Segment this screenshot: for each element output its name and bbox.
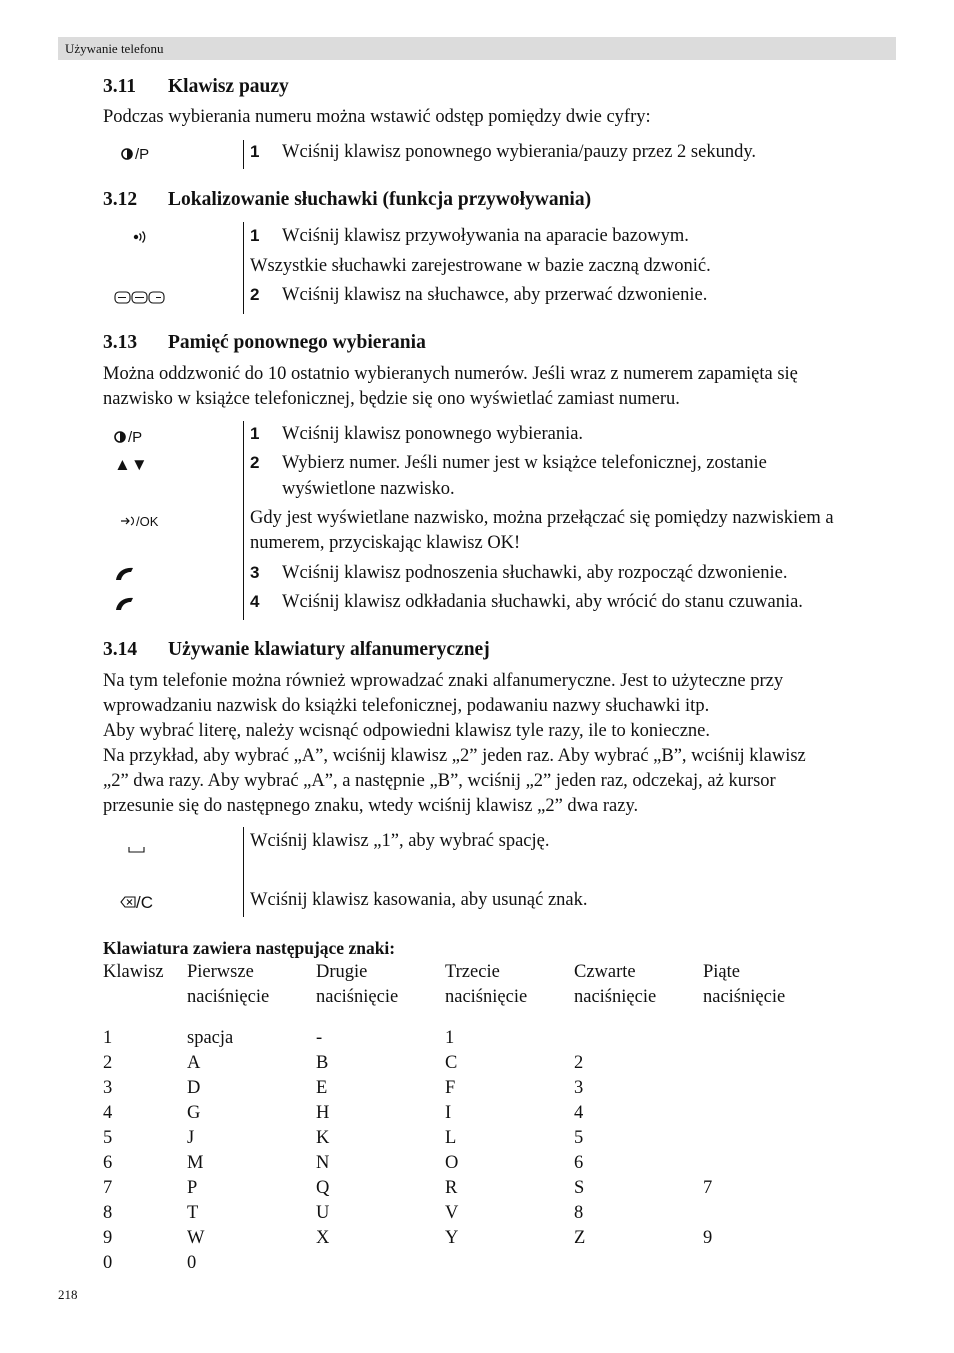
table-cell: 1 — [103, 1028, 113, 1048]
table-cell: D — [187, 1078, 201, 1098]
table-cell: 3 — [574, 1078, 584, 1098]
table-header-cell: naciśnięcie — [574, 987, 657, 1007]
table-cell: F — [445, 1078, 456, 1098]
table-cell: 9 — [703, 1228, 713, 1248]
table-cell: Q — [316, 1178, 330, 1198]
menu-ok-icon: /OK — [120, 513, 158, 531]
space-key-icon — [127, 842, 147, 860]
section-3-12-step-1: 1 Wciśnij klawisz przywoływania na aparacie bazowym. — [250, 226, 689, 246]
section-3-13-title: 3.13 Pamięć ponownego wybierania — [103, 332, 426, 353]
table-cell: 8 — [574, 1203, 584, 1223]
table-cell: 1 — [445, 1028, 455, 1048]
section-3-14-title: 3.14 Używanie klawiatury alfanumerycznej — [103, 639, 490, 660]
table-header-cell: Piąte — [703, 962, 740, 982]
table-cell: R — [445, 1178, 458, 1198]
table-header-cell: naciśnięcie — [703, 987, 786, 1007]
table-cell: 8 — [103, 1203, 113, 1223]
table-cell: 5 — [103, 1128, 113, 1148]
section-3-14-para-line-3: Aby wybrać literę, należy wcisnąć odpowiedni klawisz tyle razy, ile to konieczne. — [103, 721, 711, 741]
table-cell: S — [574, 1178, 585, 1198]
table-cell: B — [316, 1053, 329, 1073]
section-3-11-step-1: 1 Wciśnij klawisz ponownego wybierania/pauzy przez 2 sekundy. — [250, 142, 756, 162]
section-3-13-step-1: 1 Wciśnij klawisz ponownego wybierania. — [250, 424, 584, 444]
on-hook-icon — [114, 596, 136, 617]
table-header-cell: naciśnięcie — [187, 987, 270, 1007]
section-3-13-step-2-cont: wyświetlone nazwisko. — [282, 479, 455, 499]
table-cell: spacja — [187, 1028, 234, 1048]
redial-pause-icon: /P — [121, 146, 149, 164]
table-header-cell: Czwarte — [574, 962, 636, 982]
section-3-12-note: Wszystkie słuchawki zarejestrowane w bazie zaczną dzwonić. — [250, 256, 711, 276]
section-3-13-note-line-1: Gdy jest wyświetlane nazwisko, można przełączać się pomiędzy nazwiskiem a — [250, 508, 834, 528]
section-3-13-step-4: 4 Wciśnij klawisz odkładania słuchawki, aby wrócić do stanu czuwania. — [250, 592, 803, 612]
section-3-13-step-3: 3 Wciśnij klawisz podnoszenia słuchawki, aby rozpocząć dzwonienie. — [250, 563, 788, 583]
section-3-14-para-line-5: „2” dwa razy. Aby wybrać „A”, a następnie „B”, wciśnij „2” jeden raz, odczekaj, aż kursor — [103, 771, 776, 791]
table-cell: U — [316, 1203, 330, 1223]
table-cell: J — [187, 1128, 195, 1148]
section-3-13-note-line-2: numerem, przyciskając klawisz OK! — [250, 533, 521, 553]
table-header-cell: Klawisz — [103, 962, 164, 982]
running-header-text: Używanie telefonu — [65, 41, 164, 56]
step-divider — [243, 827, 244, 917]
table-cell: P — [187, 1178, 198, 1198]
section-3-12-step-2: 2 Wciśnij klawisz na słuchawce, aby przerwać dzwonienie. — [250, 285, 708, 305]
table-cell: 9 — [103, 1228, 113, 1248]
up-down-arrows-icon: ▲▼ — [114, 455, 148, 474]
table-cell: W — [187, 1228, 205, 1248]
table-cell: 3 — [103, 1078, 113, 1098]
step-divider — [243, 222, 244, 314]
table-cell: L — [445, 1128, 457, 1148]
table-cell: 2 — [103, 1053, 113, 1073]
table-cell: Y — [445, 1228, 459, 1248]
section-3-14-clear-note: Wciśnij klawisz kasowania, aby usunąć znak. — [250, 890, 588, 910]
table-cell: 4 — [574, 1103, 584, 1123]
section-3-14-para-line-2: wprowadzaniu nazwisk do książki telefonicznej, podawaniu nazwy słuchawki itp. — [103, 696, 710, 716]
section-3-14-para-line-4: Na przykład, aby wybrać „A”, wciśnij klawisz „2” jeden raz. Aby wybrać „B”, wciśnij klawisz — [103, 746, 806, 766]
handset-keys-icon — [114, 291, 166, 309]
section-3-12-title: 3.12 Lokalizowanie słuchawki (funkcja przywoływania) — [103, 189, 592, 210]
table-cell: Z — [574, 1228, 586, 1248]
section-3-11-title: 3.11 Klawisz pauzy — [103, 76, 289, 97]
keyboard-table-heading: Klawiatura zawiera następujące znaki: — [103, 938, 396, 958]
off-hook-icon — [114, 566, 136, 587]
section-3-14-space-note: Wciśnij klawisz „1”, aby wybrać spację. — [250, 831, 550, 851]
clear-key-icon: /C — [120, 894, 153, 912]
section-3-14-para-line-6: przesunie się do następnego znaku, wtedy wciśnij klawisz „2” dwa razy. — [103, 796, 639, 816]
table-cell: G — [187, 1103, 201, 1123]
table-cell: 0 — [187, 1253, 197, 1273]
table-cell: 5 — [574, 1128, 584, 1148]
table-header-cell: Drugie — [316, 962, 368, 982]
table-cell: E — [316, 1078, 328, 1098]
step-divider — [243, 421, 244, 620]
table-cell: 7 — [103, 1178, 113, 1198]
table-cell: T — [187, 1203, 199, 1223]
table-cell: I — [445, 1103, 452, 1123]
table-cell: K — [316, 1128, 330, 1148]
section-3-11-intro: Podczas wybierania numeru można wstawić odstęp pomiędzy dwie cyfry: — [103, 107, 651, 127]
table-cell: V — [445, 1203, 459, 1223]
table-cell: 6 — [574, 1153, 584, 1173]
table-cell: 6 — [103, 1153, 113, 1173]
table-cell: N — [316, 1153, 330, 1173]
running-header — [58, 37, 896, 60]
table-cell: 4 — [103, 1103, 113, 1123]
section-3-13-intro-line-2: nazwisko w książce telefonicznej, będzie się ono wyświetlać zamiast numeru. — [103, 389, 680, 409]
table-cell: X — [316, 1228, 330, 1248]
table-cell: M — [187, 1153, 204, 1173]
table-cell: H — [316, 1103, 330, 1123]
step-divider — [243, 140, 244, 169]
section-3-13-intro-line-1: Można oddzwonić do 10 ostatnio wybieranych numerów. Jeśli wraz z numerem zapamięta się — [103, 364, 798, 384]
table-header-cell: naciśnięcie — [445, 987, 528, 1007]
table-cell: 0 — [103, 1253, 113, 1273]
table-cell: A — [187, 1053, 201, 1073]
page-number: 218 — [58, 1287, 78, 1302]
redial-icon: /P — [114, 429, 142, 447]
section-3-13-step-2: 2 Wybierz numer. Jeśli numer jest w książce telefonicznej, zostanie — [250, 453, 767, 473]
table-cell: 2 — [574, 1053, 584, 1073]
table-cell: - — [316, 1028, 323, 1048]
table-header-cell: naciśnięcie — [316, 987, 399, 1007]
table-cell: O — [445, 1153, 459, 1173]
section-3-14-para-line-1: Na tym telefonie można również wprowadzać znaki alfanumeryczne. Jest to użyteczne przy — [103, 671, 784, 691]
table-cell: 7 — [703, 1178, 713, 1198]
table-cell: C — [445, 1053, 458, 1073]
paging-icon — [133, 230, 147, 249]
table-header-cell: Pierwsze — [187, 962, 254, 982]
table-header-cell: Trzecie — [445, 962, 500, 982]
